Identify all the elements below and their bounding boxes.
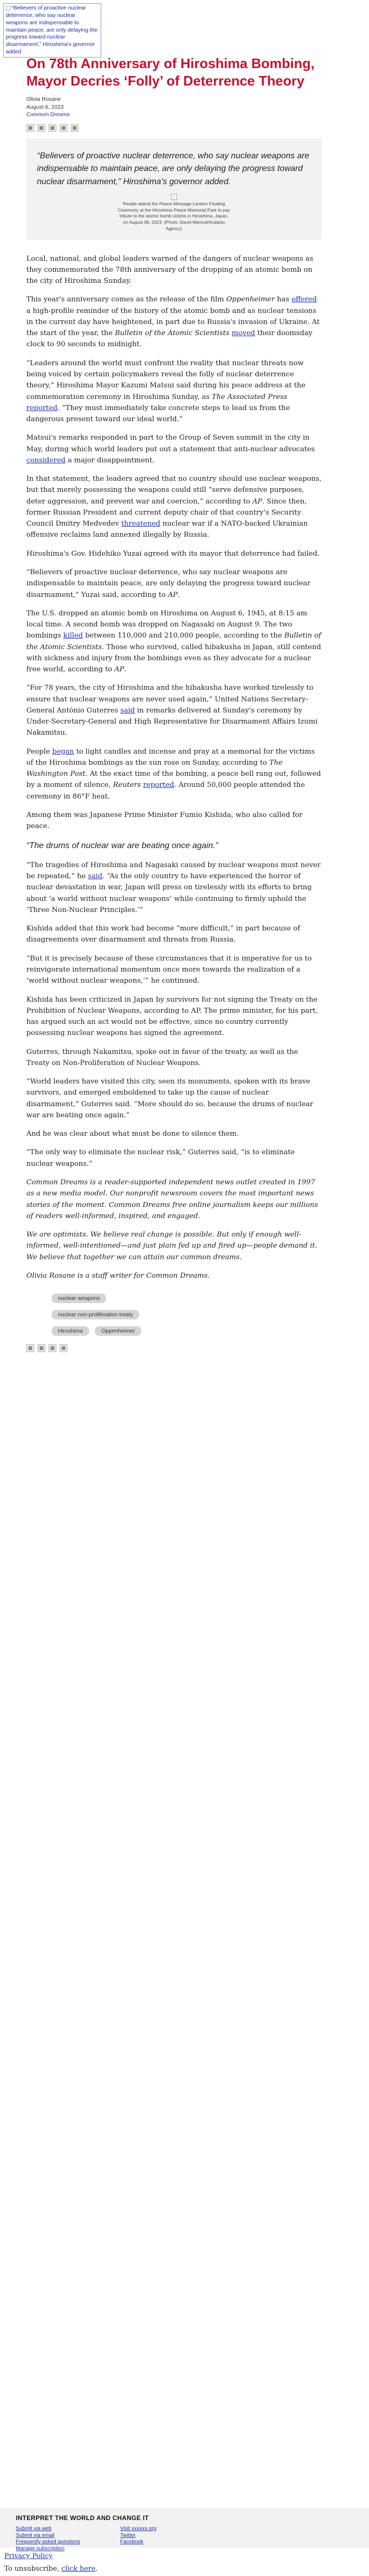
paragraph: “For 78 years, the city of Hiroshima and the hibakusha have worked tirelessly to ensure that nuclear weapons are never used again,” United Nations Secretary-General António Guterres said in remarks delivered at Sunday's ceremony by Under-Secretary-General and High Representative for Disarmament Affairs Izumi Nakamitsu. — [26, 684, 318, 737]
paragraph: Kishida has been criticized in Japan by survivors for not signing the Treaty on the Prohibition of Nuclear Weapons, according to AP. The prime minister, for his part, has argued such an act would not be effective, since no country currently possessing nuclear weapons has signed the agreement. — [26, 995, 318, 1038]
source-link[interactable]: Common Dreams — [26, 111, 70, 118]
inline-link[interactable]: reported — [143, 781, 174, 790]
footer-link[interactable]: Submit via email — [16, 2532, 55, 2539]
lead-quote: “Believers of proactive nuclear deterrence, who say nuclear weapons are indispensable to maintain peace, are only delaying the progress toward nuclear disarmament,” Hiroshima's governor added. — [37, 151, 309, 186]
facebook-share-icon[interactable] — [26, 1344, 34, 1352]
date: August 6, 2023 — [26, 103, 64, 110]
paragraph: “World leaders have visited this city, seen its monuments, spoken with its brave survivors, and emerged emboldened to take up the cause of nuclear disarmament,” Guterres said. “More should do so. because the drums of nuclear war are beating once again.” — [26, 1078, 314, 1119]
about-paragraph: Common Dreams is a reader-supported independent news outlet created in 1997 as a new media model. Our nonprofit newsroom covers the most important news stories of the moment. Common Dreams free online journalism keeps our millions of readers well-informed, inspired, and engaged. — [26, 1178, 318, 1220]
author: Olivia Rosane — [26, 96, 61, 102]
footer-link[interactable]: Frequently asked questions — [16, 2539, 81, 2545]
inline-link[interactable]: reported — [26, 404, 57, 412]
footer-link[interactable]: Facebook — [120, 2539, 143, 2545]
article — [26, 55, 322, 1358]
tag[interactable]: Hiroshima — [52, 1326, 89, 1336]
preheader[interactable] — [3, 3, 101, 58]
inline-link[interactable]: offered — [291, 296, 317, 304]
inline-link[interactable]: considered — [26, 456, 66, 464]
paragraph: “The only way to eliminate the nuclear risk,” Guterres said, “is to eliminate nuclear weapons.” — [26, 1148, 295, 1168]
article-image-icon — [171, 194, 177, 200]
paragraph: “But it is precisely because of these circumstances that it is imperative for us to reinvigorate international momentum once more towards the realization of a ‘world without nuclear weapons,’” he continued. — [26, 954, 312, 985]
inline-link[interactable]: threatened — [121, 520, 161, 528]
byline — [26, 96, 322, 119]
tag[interactable]: nuclear non-proliferation treaty — [52, 1310, 139, 1319]
print-share-icon[interactable] — [71, 124, 79, 132]
privacy-policy-link[interactable]: Privacy Policy — [4, 2552, 53, 2560]
privacy-policy — [4, 2551, 53, 2562]
paragraph: This year's anniversary comes as the release of the film Oppenheimer has offered a high-profile reminder of the history of the atomic bomb and as nuclear tensions in the current day have heightened, in part due to Russia's invasion of Ukraine. At the start of the year, the Bulletin of the Atomic Scientists moved their doomsday clock to 90 seconds to midnight. — [26, 296, 320, 349]
paragraph: Kishida added that this work had become “more difficult,” in part because of disagreements over disarmament and threats from Russia. — [26, 925, 300, 944]
facebook-share-icon[interactable] — [26, 124, 34, 132]
unsubscribe-link[interactable]: click here — [61, 2565, 96, 2573]
author-bio: Olivia Rosane is a staff writer for Common Dreams. — [26, 1271, 210, 1280]
inline-link[interactable]: said — [88, 872, 103, 881]
tag-list — [52, 1292, 215, 1341]
footer-link[interactable]: Twitter — [120, 2532, 136, 2539]
paragraph: Hiroshima's Gov. Hidehiko Yuzai agreed with its mayor that deterrence had failed. — [26, 549, 320, 558]
inline-link[interactable]: killed — [63, 632, 83, 640]
paragraph: “Believers of proactive nuclear deterrence, who say nuclear weapons are indispensable to maintain peace, are only delaying the progress toward nuclear disarmament,” Yuzai said, according to AP. — [26, 568, 311, 599]
paragraph: Among them was Japanese Prime Minister Fumio Kishida, who also called for peace. — [26, 811, 303, 831]
email-share-icon[interactable] — [60, 124, 67, 132]
unsubscribe-line: To unsubscribe, click here. — [4, 2565, 98, 2573]
paragraph: Local, national, and global leaders warned of the dangers of nuclear weapons as they commemorated the 78th anniversary of the dropping of an atomic bomb on the city of Hiroshima Sunday. — [26, 254, 314, 286]
image-caption: People attend the Peace Message Lantern Floating Ceremony at the Hiroshima Peace Memorial Park to pay tribute to the atomic bomb victims in Hiroshima, Japan, on August 06, 2023. (Photo: David Mareuil/Anadolu Agency) — [118, 201, 230, 231]
footer-link[interactable]: Visit xxxxxx.org — [120, 2526, 157, 2532]
inline-link[interactable]: began — [52, 747, 74, 756]
about-paragraph: We are optimists. We believe real change is possible. But only if enough well-informed, well-intentioned—and just plain fed up and fired up—people demand it. We believe that together we can attain our common dreams. — [26, 1231, 317, 1261]
tag[interactable]: Oppenheimer — [95, 1326, 141, 1336]
footer — [0, 2508, 369, 2552]
footer-links-right — [120, 2526, 157, 2546]
article-title[interactable]: On 78th Anniversary of Hiroshima Bombing, Mayor Decries ‘Folly’ of Deterrence Theory — [26, 55, 315, 89]
paragraph: “Leaders around the world must confront the reality that nuclear threats now being voiced by certain policymakers reveal the folly of nuclear deterrence theory,” Hiroshima Mayor Kazumi Matsui said during his peace address at the commemoration ceremony in Hiroshima Sunday, as The Associated Press reported. “They must immediately take concrete steps to lead us from the dangerous present toward our ideal world.” — [26, 359, 306, 424]
twitter-share-icon[interactable] — [37, 124, 45, 132]
footer-heading: INTERPRET THE WORLD AND CHANGE IT — [16, 2514, 149, 2522]
footer-links-left — [16, 2526, 80, 2552]
paragraph: People began to light candles and incense and pray at a memorial for the victims of the Hiroshima bombings as the sun rose on Sunday, according to The Washington Post. At the exact time of the bombing, a peace bell rang out, followed by a moment of silence, Reuters reported. Around 50,000 people attended the ceremony in 86°F heat. — [26, 747, 321, 801]
paragraph: “The tragedies of Hiroshima and Nagasaki caused by nuclear weapons must never be repeated,” he said. “As the only country to have experienced the horror of nuclear devastation in war, Japan will press on tirelessly with its efforts to bring about ‘a world without nuclear weapons’ while continuing to firmly uphold the ‘Three Non-Nuclear Principles.’” — [26, 861, 321, 914]
broken-image-icon — [6, 6, 11, 11]
twitter-share-icon[interactable] — [37, 1344, 45, 1352]
paragraph: In that statement, the leaders agreed that no country should use nuclear weapons, but that merely possessing the weapons could still “serve defensive purposes, deter aggression, and prevent war and coercion,” according to AP. Since then, former Russian President and current deputy chair of that country's Security Council Dmitry Medvedev threatened nuclear war if a NATO-backed Ukrainian offensive reclaims land annexed illegally by Russia. — [26, 475, 322, 539]
share-icons-bottom — [26, 1344, 322, 1352]
pull-quote: “The drums of nuclear war are beating once again.” — [26, 841, 218, 850]
paragraph: The U.S. dropped an atomic bomb on Hiroshima on August 6, 1945, at 8:15 am local time. A second bomb was dropped on Nagasaki on August 9. The two bombings killed between 110,000 and 210,000 people, according to the Bulletin of the Atomic Scientists. Those who survived, called hibakusha in Japan, still contend with sickness and injury from the bombings even as they advocate for a nuclear free world, according to AP. — [26, 609, 322, 674]
tag[interactable]: nuclear weapons — [52, 1294, 106, 1303]
preheader-text: “Believers of proactive nuclear deterrence, who say nuclear weapons are indispensable to maintain peace, are only delaying the progress toward nuclear disarmament,” Hiroshima's governor added — [6, 5, 98, 55]
lead-block — [26, 138, 322, 240]
share-icons-top — [26, 124, 322, 132]
paragraph: Matsui's remarks responded in part to the Group of Seven summit in the city in May, during which world leaders put out a statement that anti-nuclear advocates considered a major disappointment. — [26, 434, 315, 464]
inline-link[interactable]: said — [120, 706, 135, 715]
linkedin-share-icon[interactable] — [48, 124, 56, 132]
paragraph: Guterres, through Nakamitsu, spoke out in favor of the treaty, as well as the Treaty on Non-Proliferation of Nuclear Weapons. — [26, 1048, 298, 1067]
footer-link[interactable]: Submit via web — [16, 2526, 52, 2532]
email-share-icon[interactable] — [60, 1344, 67, 1352]
inline-link[interactable]: moved — [231, 329, 255, 338]
footer-link[interactable]: Manage subscription — [16, 2545, 65, 2552]
linkedin-share-icon[interactable] — [48, 1344, 56, 1352]
paragraph: And he was clear about what must be done to silence them. — [26, 1130, 239, 1138]
